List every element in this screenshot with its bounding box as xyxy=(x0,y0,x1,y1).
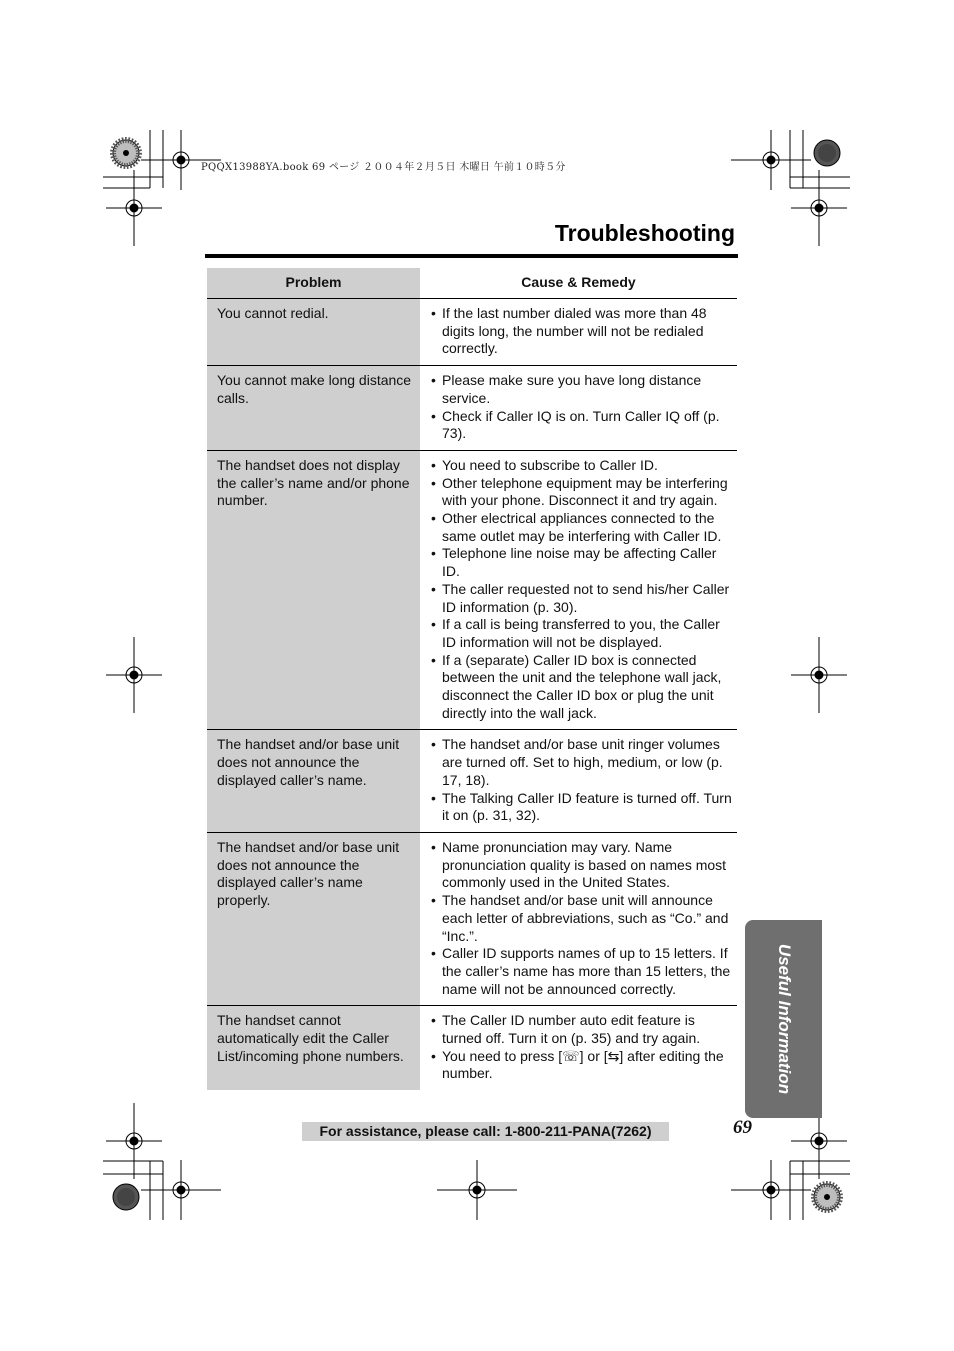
remedy-item: • If the last number dialed was more than 48 digits long, the number will not be redialed correctly. xyxy=(430,305,733,358)
remedy-list xyxy=(430,839,733,998)
remedy-item: • Other telephone equipment may be interfering with your phone. Disconnect it and try again. xyxy=(430,475,733,510)
table-body xyxy=(207,299,737,1091)
remedy-item: • Please make sure you have long distance service. xyxy=(430,372,733,407)
problem-cell: The handset and/or base unit does not announce the displayed caller’s name. xyxy=(207,730,420,833)
table-row xyxy=(207,450,737,730)
remedy-list xyxy=(430,457,733,723)
cause-remedy-cell xyxy=(420,299,737,366)
remedy-list xyxy=(430,305,733,358)
remedy-item: • Telephone line noise may be affecting Caller ID. xyxy=(430,545,733,580)
table-row xyxy=(207,1006,737,1090)
title-rule xyxy=(205,254,738,258)
remedy-item: • If a (separate) Caller ID box is connected between the unit and the telephone wall jack, disconnect the Caller ID box or plug the unit directly into the wall jack. xyxy=(430,652,733,723)
cause-remedy-cell xyxy=(420,730,737,833)
problem-cell: The handset does not display the caller’s name and/or phone number. xyxy=(207,450,420,730)
remedy-list xyxy=(430,372,733,443)
print-header-meta: PQQX13988YA.book 69 ページ ２００４年２月５日 木曜日 午前１０時５分 xyxy=(201,162,566,173)
remedy-item: • You need to subscribe to Caller ID. xyxy=(430,457,733,475)
section-side-tab xyxy=(745,920,822,1118)
remedy-item: • The handset and/or base unit will announce each letter of abbreviations, such as “Co.” and “Inc.”. xyxy=(430,892,733,945)
page-number: 69 xyxy=(733,1117,752,1138)
remedy-item: • Check if Caller IQ is on. Turn Caller IQ off (p. 73). xyxy=(430,408,733,443)
remedy-item: • The caller requested not to send his/her Caller ID information (p. 30). xyxy=(430,581,733,616)
remedy-list xyxy=(430,1012,733,1083)
remedy-item: • Name pronunciation may vary. Name pronunciation quality is based on names most commonly used in the United States. xyxy=(430,839,733,892)
problem-cell: You cannot make long distance calls. xyxy=(207,366,420,451)
problem-cell: The handset and/or base unit does not announce the displayed caller’s name properly. xyxy=(207,832,420,1005)
cause-remedy-column-header: Cause & Remedy xyxy=(420,268,737,299)
table-row xyxy=(207,299,737,366)
troubleshooting-table xyxy=(207,268,737,1090)
remedy-item: • Other electrical appliances connected to the same outlet may be interfering with Caller ID. xyxy=(430,510,733,545)
cause-remedy-cell xyxy=(420,832,737,1005)
table-row xyxy=(207,366,737,451)
remedy-item: • The handset and/or base unit ringer volumes are turned off. Set to high, medium, or low (p. 17, 18). xyxy=(430,736,733,789)
cause-remedy-cell xyxy=(420,450,737,730)
table-header-row xyxy=(207,268,737,299)
problem-column-header: Problem xyxy=(207,268,420,299)
table-row xyxy=(207,832,737,1005)
page-title: Troubleshooting xyxy=(554,220,735,246)
table-row xyxy=(207,730,737,833)
remedy-item: • You need to press [☏] or [⇆] after editing the number. xyxy=(430,1048,733,1083)
problem-cell: You cannot redial. xyxy=(207,299,420,366)
remedy-item: • The Caller ID number auto edit feature is turned off. Turn it on (p. 35) and try again. xyxy=(430,1012,733,1047)
remedy-item: • If a call is being transferred to you, the Caller ID information will not be displayed. xyxy=(430,616,733,651)
remedy-list xyxy=(430,736,733,825)
assistance-phone-banner: For assistance, please call: 1-800-211-PANA(7262) xyxy=(302,1122,669,1141)
cause-remedy-cell xyxy=(420,1006,737,1090)
remedy-item: • Caller ID supports names of up to 15 letters. If the caller’s name has more than 15 letters, the name will not be announced correctly. xyxy=(430,945,733,998)
cause-remedy-cell xyxy=(420,366,737,451)
problem-cell: The handset cannot automatically edit the Caller List/incoming phone numbers. xyxy=(207,1006,420,1090)
remedy-item: • The Talking Caller ID feature is turned off. Turn it on (p. 31, 32). xyxy=(430,790,733,825)
section-side-tab-label: Useful Information xyxy=(774,943,794,1095)
